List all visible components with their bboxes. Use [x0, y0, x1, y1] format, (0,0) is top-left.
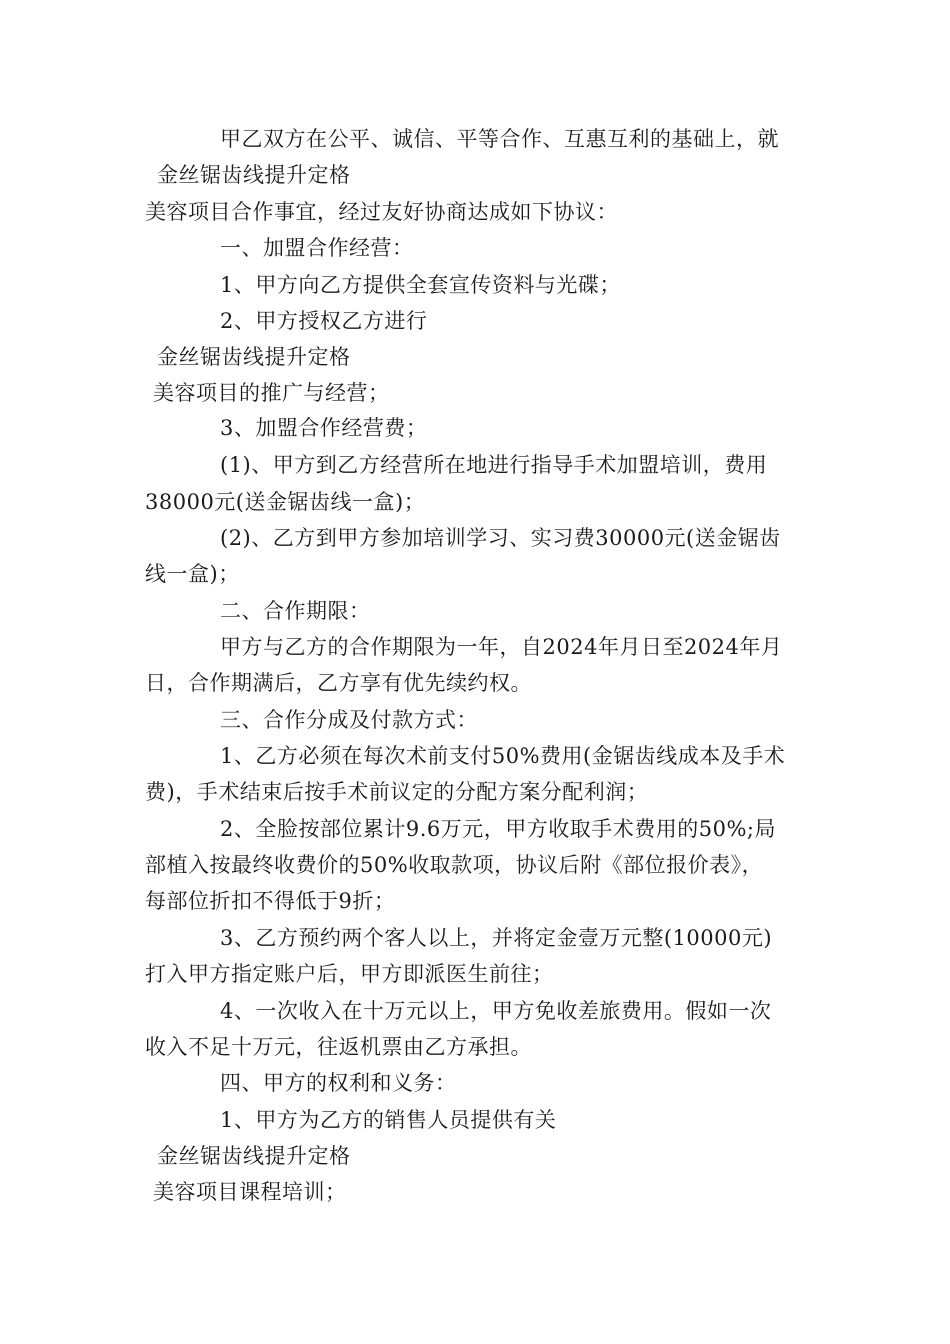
- paragraph-line-16: 日，合作期满后，乙方享有优先续约权。: [145, 671, 532, 695]
- paragraph-line-26: 收入不足十万元，往返机票由乙方承担。: [145, 1035, 532, 1059]
- paragraph-line-20: 2、全脸按部位累计9.6万元，甲方收取手术费用的50%;局: [220, 817, 777, 841]
- section-heading-3: 三、合作分成及付款方式：: [220, 708, 478, 732]
- paragraph-line-5: 1、甲方向乙方提供全套宣传资料与光碟；: [220, 273, 621, 297]
- paragraph-line-10: (1)、甲方到乙方经营所在地进行指导手术加盟培训，费用: [220, 453, 768, 477]
- paragraph-line-8: 美容项目的推广与经营；: [153, 381, 390, 405]
- paragraph-line-6: 2、甲方授权乙方进行: [220, 309, 428, 333]
- paragraph-line-1: 甲乙双方在公平、诚信、平等合作、互惠互利的基础上，就: [220, 127, 779, 151]
- paragraph-line-3: 美容项目合作事宜，经过友好协商达成如下协议：: [145, 200, 618, 224]
- paragraph-line-23: 3、乙方预约两个客人以上，并将定金壹万元整(10000元): [220, 926, 773, 950]
- paragraph-line-24: 打入甲方指定账户后，甲方即派医生前往；: [145, 962, 554, 986]
- paragraph-line-12: (2)、乙方到甲方参加培训学习、实习费30000元(送金锯齿: [220, 526, 781, 550]
- section-heading-4: 四、甲方的权利和义务：: [220, 1071, 457, 1095]
- section-heading-2: 二、合作期限：: [220, 599, 371, 623]
- section-heading-1: 一、加盟合作经营：: [220, 236, 414, 260]
- paragraph-line-29: 金丝锯齿线提升定格: [157, 1144, 351, 1168]
- paragraph-line-13: 线一盒)；: [145, 562, 240, 586]
- paragraph-line-19: 费)，手术结束后按手术前议定的分配方案分配利润；: [145, 780, 649, 804]
- paragraph-line-7: 金丝锯齿线提升定格: [157, 345, 351, 369]
- paragraph-line-21: 部植入按最终收费价的50%收取款项，协议后附《部位报价表》，: [145, 853, 764, 877]
- paragraph-line-11: 38000元(送金锯齿线一盒)；: [145, 490, 426, 514]
- paragraph-line-18: 1、乙方必须在每次术前支付50%费用(金锯齿线成本及手术: [220, 744, 786, 768]
- paragraph-line-28: 1、甲方为乙方的销售人员提供有关: [220, 1108, 557, 1132]
- paragraph-line-2: 金丝锯齿线提升定格: [157, 163, 351, 187]
- paragraph-line-30: 美容项目课程培训；: [153, 1180, 347, 1204]
- paragraph-line-22: 每部位折扣不得低于9折；: [145, 889, 396, 913]
- paragraph-line-25: 4、一次收入在十万元以上，甲方免收差旅费用。假如一次: [220, 999, 772, 1023]
- paragraph-line-15: 甲方与乙方的合作期限为一年，自2024年月日至2024年月: [220, 635, 783, 659]
- paragraph-line-9: 3、加盟合作经营费；: [220, 416, 428, 440]
